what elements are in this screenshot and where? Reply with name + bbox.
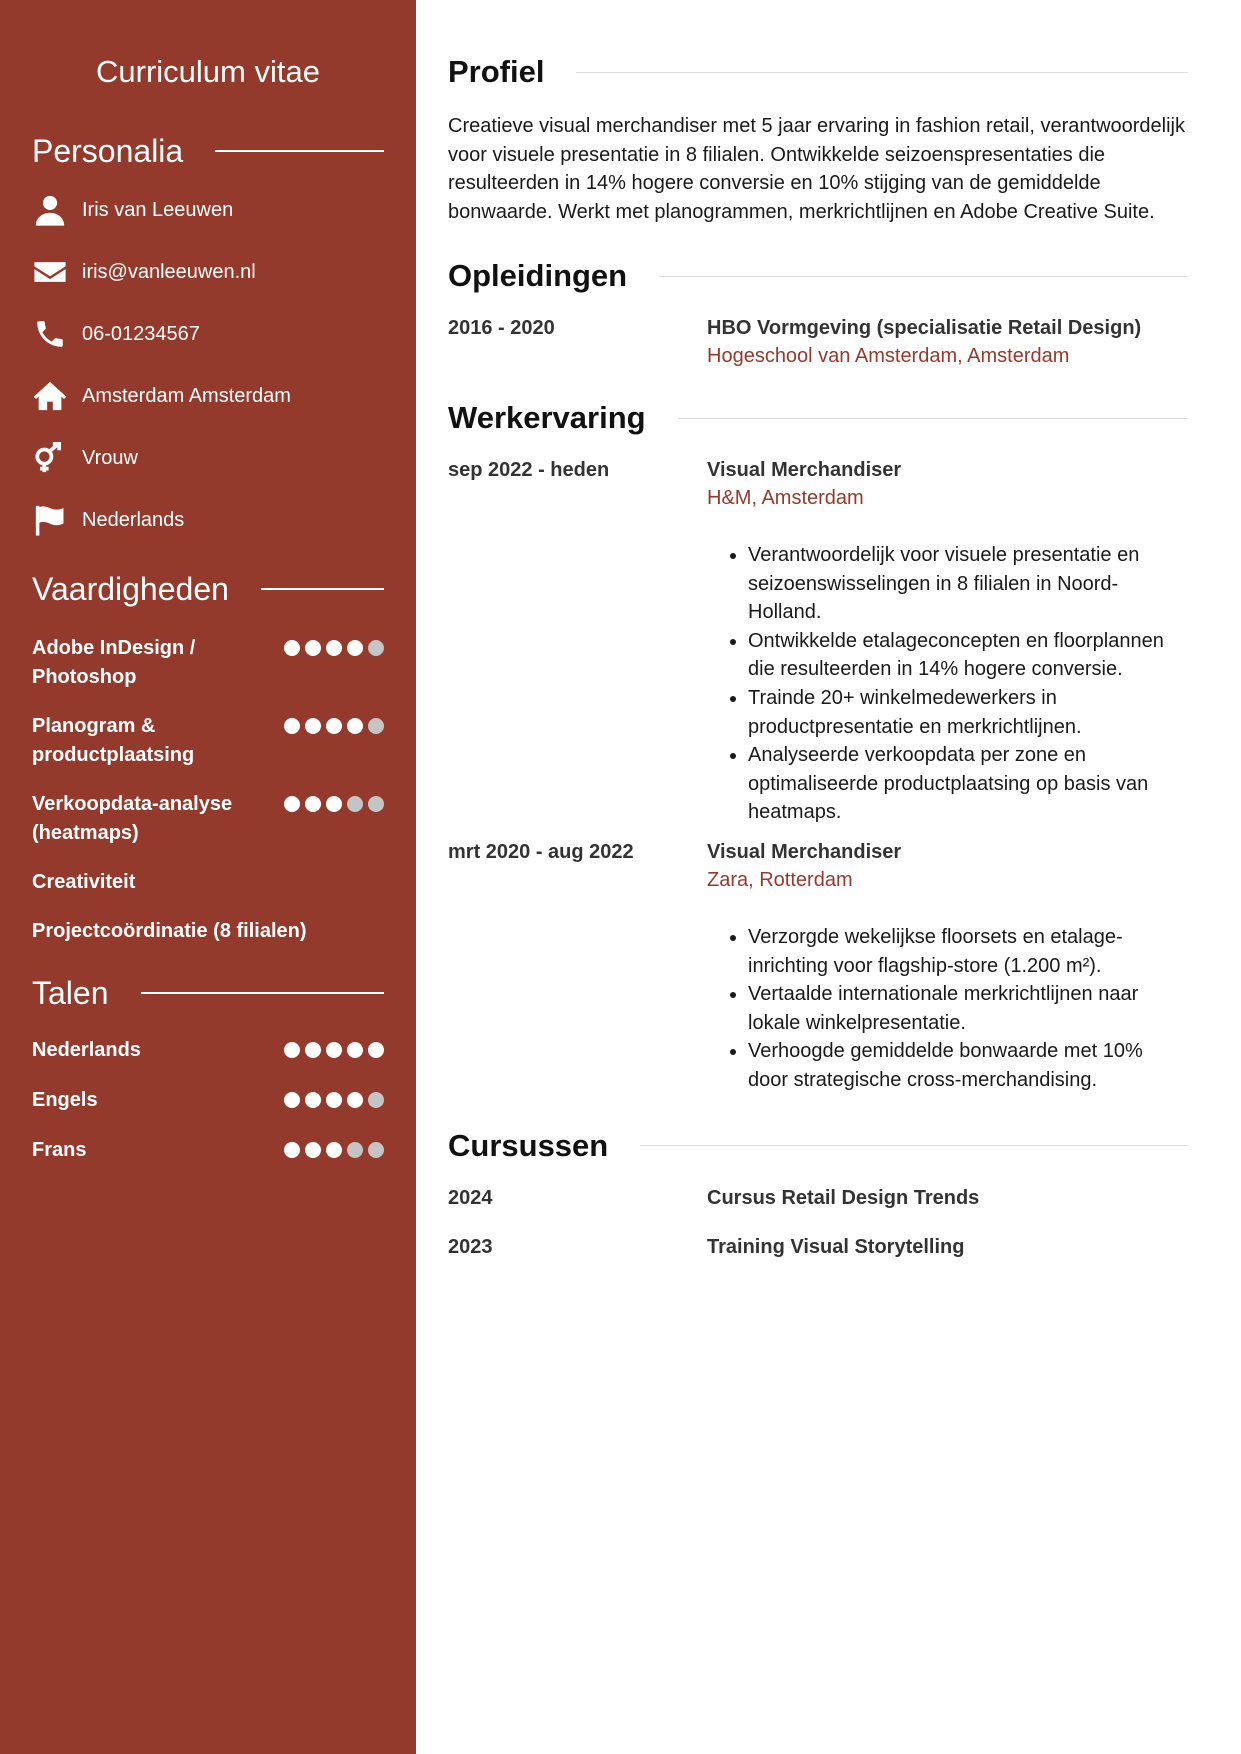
sidebar <box>0 0 416 1754</box>
entry-organization: H&M, Amsterdam <box>707 487 864 509</box>
rating-dot-empty <box>347 796 363 812</box>
skill-item <box>32 634 384 692</box>
rating-dot-empty <box>368 718 384 734</box>
entry-date: 2016 - 2020 <box>448 317 555 339</box>
entry-title: HBO Vormgeving (specialisatie Retail Design) <box>707 317 1142 339</box>
rating-dot-filled <box>326 1092 342 1108</box>
rating-dot-filled <box>305 640 321 656</box>
rating-dot-filled <box>284 718 300 734</box>
rating-dot-filled <box>284 1092 300 1108</box>
rating-dot-filled <box>284 796 300 812</box>
heading-divider <box>576 72 1188 73</box>
skill-name: Projectcoördinatie (8 filialen) <box>32 920 307 942</box>
entry-body <box>707 838 1188 1095</box>
bullet-item: • Analyseerde verkoopdata per zone en optimaliseerde productplaatsing op basis van heatmaps. <box>748 741 1188 827</box>
entry-bullets <box>707 923 1188 1095</box>
entry-organization: Hogeschool van Amsterdam, Amsterdam <box>707 345 1070 367</box>
bullet-item: • Verzorgde wekelijkse floorsets en etalage-inrichting voor flagship-store (1.200 m²). <box>748 923 1188 980</box>
entry-date: 2023 <box>448 1235 493 1258</box>
rating-dot-filled <box>326 718 342 734</box>
language-item <box>32 1136 384 1165</box>
rating-dot-filled <box>326 796 342 812</box>
skill-item <box>32 868 384 897</box>
languages-heading-label: Talen <box>32 975 109 1011</box>
entry-body <box>707 456 1188 827</box>
home-icon <box>32 378 68 414</box>
rating-dot-filled <box>347 718 363 734</box>
skills-heading <box>32 570 384 608</box>
rating-dot-filled <box>326 1042 342 1058</box>
experience-entry <box>448 838 1188 1095</box>
personalia-heading-label: Personalia <box>32 133 184 169</box>
personal-name-text: Iris van Leeuwen <box>82 198 234 221</box>
heading-divider <box>640 1145 1188 1146</box>
language-name: Nederlands <box>32 1039 141 1061</box>
personal-email <box>32 254 384 290</box>
skill-item <box>32 712 384 770</box>
skills-heading-label: Vaardigheden <box>32 571 229 607</box>
gender-icon <box>32 440 68 476</box>
heading-divider <box>261 588 384 590</box>
entry-date: 2024 <box>448 1186 493 1209</box>
personal-phone <box>32 316 384 352</box>
rating-dot-filled <box>284 1142 300 1158</box>
education-heading <box>448 258 1188 294</box>
rating-dot-filled <box>284 1042 300 1058</box>
personal-gender-text: Vrouw <box>82 446 138 469</box>
bullet-item: • Trainde 20+ winkelmedewerkers in productpresentatie en merkrichtlijnen. <box>748 684 1188 741</box>
languages-list <box>32 1036 384 1165</box>
rating-dot-empty <box>347 1142 363 1158</box>
language-rating <box>284 1136 384 1158</box>
rating-dot-filled <box>368 1042 384 1058</box>
languages-heading <box>32 974 384 1012</box>
rating-dot-empty <box>368 1092 384 1108</box>
personal-nationality-text: Nederlands <box>82 508 185 531</box>
language-name: Engels <box>32 1089 98 1111</box>
flag-icon <box>32 502 68 538</box>
bullet-item: • Vertaalde internationale merkrichtlijnen naar lokale winkelpresentatie. <box>748 980 1188 1037</box>
personal-email-text[interactable]: iris@vanleeuwen.nl <box>82 260 256 283</box>
entry-bullets <box>707 541 1188 827</box>
heading-divider <box>659 276 1188 277</box>
skills-list <box>32 634 384 946</box>
rating-dot-filled <box>305 1042 321 1058</box>
skill-name: Adobe InDesign / Photoshop <box>32 637 196 688</box>
skill-rating <box>284 712 384 734</box>
rating-dot-filled <box>326 640 342 656</box>
profile-text: Creatieve visual merchandiser met 5 jaar ervaring in fashion retail, verantwoordelijk voor visuele presentatie in 8 filialen. Ontwikkelde seizoenspresentaties die resulteerden in 14% hogere conversie en 10% stijging van de gemiddelde bonwaarde. Werkt met planogrammen, merkrichtlijnen en Adobe Creative Suite. <box>448 115 1186 223</box>
phone-icon <box>32 316 68 352</box>
language-name: Frans <box>32 1139 87 1161</box>
profile-heading <box>448 54 1188 90</box>
envelope-icon <box>32 254 68 290</box>
rating-dot-filled <box>305 718 321 734</box>
skill-rating <box>284 634 384 656</box>
personalia-heading <box>32 132 384 170</box>
rating-dot-empty <box>368 640 384 656</box>
entry-title: Cursus Retail Design Trends <box>707 1186 980 1209</box>
personal-address-text: Amsterdam Amsterdam <box>82 384 291 407</box>
entry-body <box>707 1233 1188 1261</box>
language-rating <box>284 1086 384 1108</box>
entry-date: mrt 2020 - aug 2022 <box>448 840 634 863</box>
rating-dot-filled <box>326 1142 342 1158</box>
user-icon <box>32 192 68 228</box>
heading-divider <box>141 992 385 994</box>
entry-date: sep 2022 - heden <box>448 459 610 481</box>
experience-heading <box>448 400 1188 436</box>
rating-dot-filled <box>347 1092 363 1108</box>
skill-name: Creativiteit <box>32 871 136 893</box>
bullet-item: • Verhoogde gemiddelde bonwaarde met 10% door strategische cross-merchandising. <box>748 1037 1188 1094</box>
courses-heading <box>448 1128 1188 1164</box>
cv-title: Curriculum vitae <box>96 54 320 89</box>
entry-body <box>707 1184 1188 1212</box>
personal-phone-text: 06-01234567 <box>82 322 200 345</box>
education-heading-label: Opleidingen <box>448 258 628 293</box>
course-entry <box>448 1184 1188 1212</box>
entry-title: Training Visual Storytelling <box>707 1235 965 1258</box>
entry-organization: Zara, Rotterdam <box>707 868 853 891</box>
rating-dot-filled <box>347 1042 363 1058</box>
heading-divider <box>215 150 384 152</box>
rating-dot-empty <box>368 1142 384 1158</box>
personal-name <box>32 192 384 228</box>
entry-title: Visual Merchandiser <box>707 840 902 863</box>
skill-rating <box>284 790 384 812</box>
skill-name: Planogram & productplaatsing <box>32 715 195 766</box>
personal-details-list <box>32 192 384 538</box>
course-entry <box>448 1233 1188 1261</box>
education-entry <box>448 314 1188 370</box>
language-item <box>32 1086 384 1115</box>
rating-dot-empty <box>368 796 384 812</box>
bullet-item: • Verantwoordelijk voor visuele presentatie en seizoenswisselingen in 8 filialen in Noord-Holland. <box>748 541 1188 627</box>
personal-nationality <box>32 502 384 538</box>
rating-dot-filled <box>305 1142 321 1158</box>
main-content <box>416 0 1241 1754</box>
rating-dot-filled <box>284 640 300 656</box>
profile-heading-label: Profiel <box>448 54 545 89</box>
personal-address <box>32 378 384 414</box>
bullet-item: • Ontwikkelde etalageconcepten en floorplannen die resulteerden in 14% hogere conversie. <box>748 627 1188 684</box>
language-item <box>32 1036 384 1065</box>
personal-gender <box>32 440 384 476</box>
courses-heading-label: Cursussen <box>448 1127 609 1163</box>
skill-item <box>32 917 384 946</box>
rating-dot-filled <box>347 640 363 656</box>
entry-body <box>707 314 1188 370</box>
rating-dot-filled <box>305 1092 321 1108</box>
language-rating <box>284 1036 384 1058</box>
rating-dot-filled <box>305 796 321 812</box>
skill-item <box>32 790 384 848</box>
entry-title: Visual Merchandiser <box>707 459 902 481</box>
heading-divider <box>678 418 1188 419</box>
skill-name: Verkoopdata-analyse (heatmaps) <box>32 793 233 844</box>
experience-heading-label: Werkervaring <box>448 400 646 435</box>
experience-entry <box>448 456 1188 827</box>
